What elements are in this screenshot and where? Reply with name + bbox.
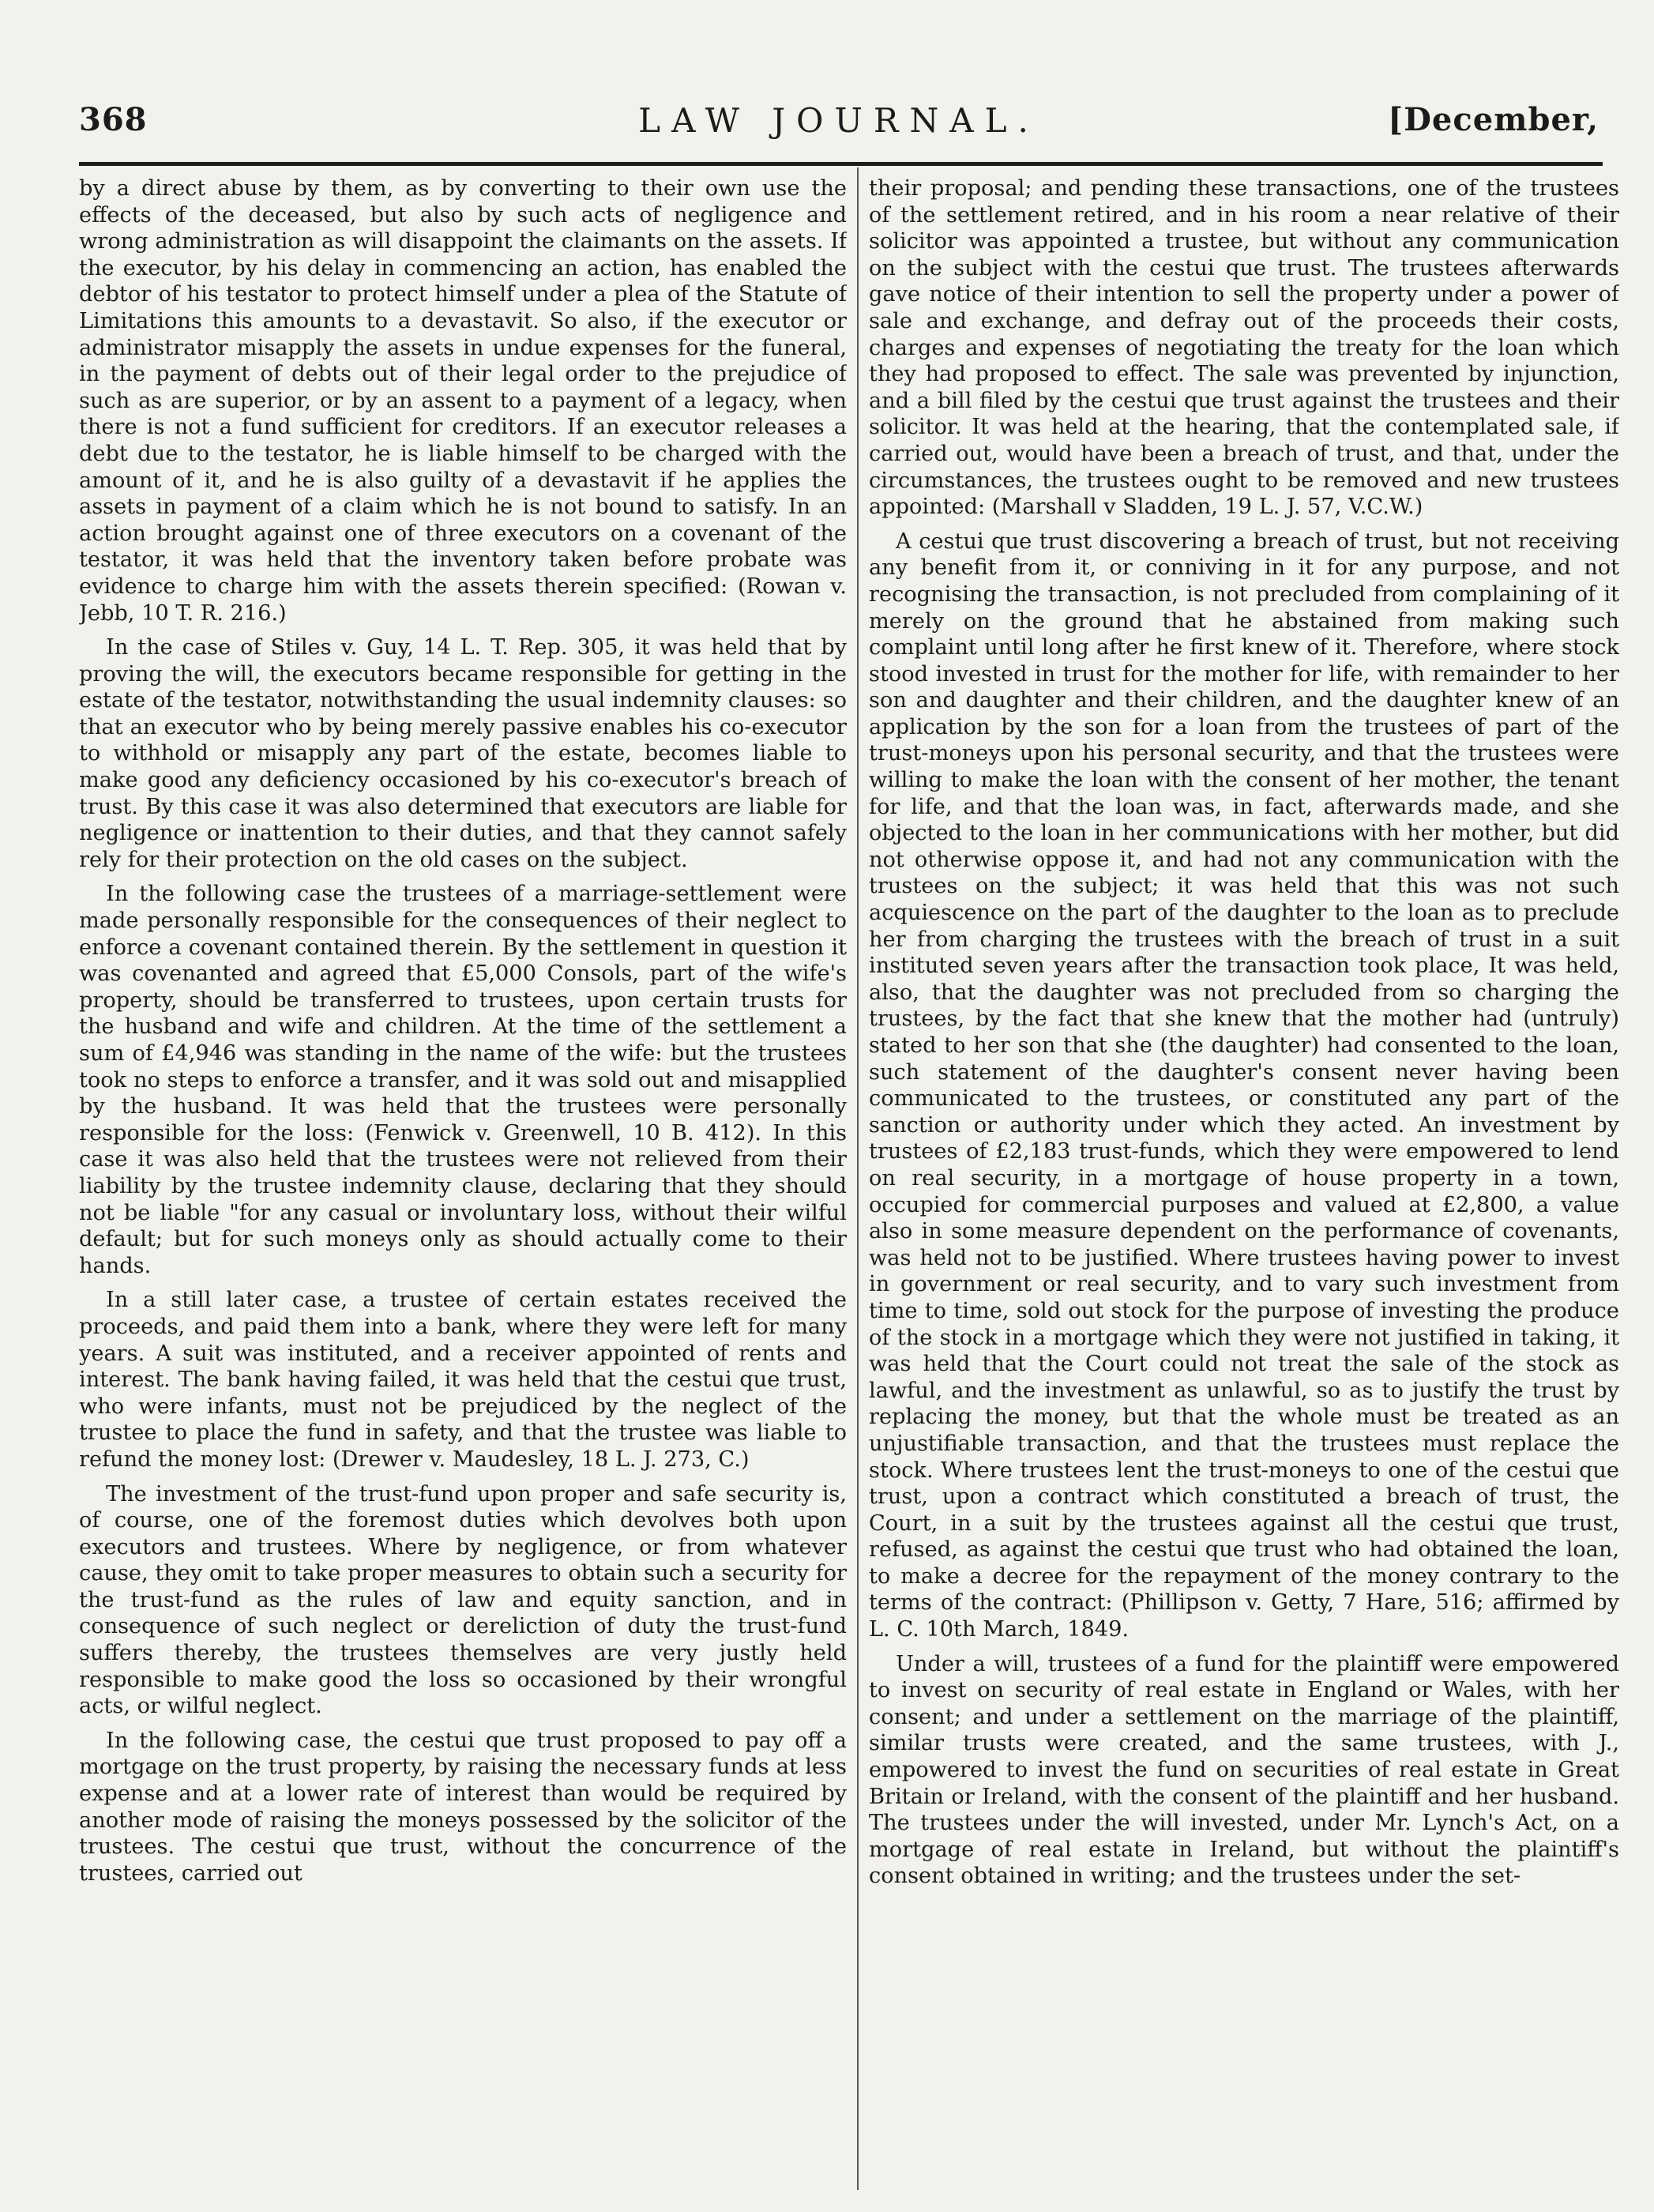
paragraph: The investment of the trust-fund upon proper and safe security is, of course, one of the foremost duties which devolves both upon executors and trustees. Where by negligence, or from whatever cause, they omit to take proper measures to obtain such a security for the trust-fund as the rules of law and equity sanction, and in consequence of such neglect or dereliction of duty the trust-fund suffers thereby, the trustees themselves are very justly held responsible to make good the loss so occasioned by their wrongful acts, or wilful neglect. [79, 1481, 847, 1719]
header-rule [79, 162, 1603, 166]
running-title: LAW JOURNAL. [638, 101, 1039, 140]
paragraph: their proposal; and pending these transactions, one of the trustees of the settlement retired, and in his room a near relative of their solicitor was appointed a trustee, but without any communication on the subject with the cestui que trust. The trustees afterwards gave notice of their intention to sell the property under a power of sale and exchange, and defray out of the proceeds their costs, charges and expenses of negotiating the treaty for the loan which they had proposed to effect. The sale was prevented by injunction, and a bill filed by the cestui que trust against the trustees and their solicitor. It was held at the hearing, that the contemplated sale, if carried out, would have been a breach of trust, and that, under the circumstances, the trustees ought to be removed and new trustees appointed: (Marshall v Sladden, 19 L. J. 57, V.C.W.) [869, 176, 1619, 520]
page-header [79, 101, 1599, 156]
paragraph: A cestui que trust discovering a breach of trust, but not receiving any benefit from it, or conniving in it for any purpose, and not recognising the transaction, is not precluded from complaining of it merely on the ground that he abstained from making such complaint until long after he first knew of it. Therefore, where stock stood invested in trust for the mother for life, with remainder to her son and daughter and their children, and the daughter knew of an application by the son for a loan from the trustees of part of the trust-moneys upon his personal security, and that the trustees were willing to make the loan with the consent of her mother, the tenant for life, and that the loan was, in fact, afterwards made, and she objected to the loan in her communications with her mother, but did not otherwise oppose it, and had not any communication with the trustees on the subject; it was held that this was not such acquiescence on the part of the daughter to the loan as to preclude her from charging the trustees with the breach of trust in a suit instituted seven years after the transaction took place, It was held, also, that the daughter was not precluded from so charging the trustees, by the fact that she knew that the mother had (untruly) stated to her son that she (the daughter) had consented to the loan, such statement of the daughter's consent never having been communicated to the trustees, or constituted any part of the sanction or authority under which they acted. An investment by trustees of £2,183 trust-funds, which they were empowered to lend on real security, in a mortgage of house property in a town, occupied for commercial purposes and valued at £2,800, a value also in some measure dependent on the performance of covenants, was held not to be justified. Where trustees having power to invest in government or real security, and to vary such investment from time to time, sold out stock for the purpose of investing the produce of the stock in a mortgage which they were not justified in taking, it was held that the Court could not treat the sale of the stock as lawful, and the investment as unlawful, so as to justify the trust by replacing the money, but that the whole must be treated as an unjustifiable transaction, and that the trustees must replace the stock. Where trustees lent the trust-moneys to one of the cestui que trust, upon a contract which constituted a breach of trust, the Court, in a suit by the trustees against all the cestui que trust, refused, as against the cestui que trust who had obtained the loan, to make a decree for the repayment of the money contrary to the terms of the contract: (Phillipson v. Getty, 7 Hare, 516; affirmed by L. C. 10th March, 1849. [869, 529, 1619, 1642]
running-month: [December, [1388, 101, 1599, 138]
right-column [869, 175, 1619, 2182]
paragraph: by a direct abuse by them, as by converting to their own use the effects of the deceased, but also by such acts of negligence and wrong administration as will disappoint the claimants on the assets. If the executor, by his delay in commencing an action, has enabled the debtor of his testator to protect himself under a plea of the Statute of Limitations this amounts to a devastavit. So also, if the executor or administrator misapply the assets in undue expenses for the funeral, in the payment of debts out of their legal order to the prejudice of such as are superior, or by an assent to a payment of a legacy, when there is not a fund sufficient for creditors. If an executor releases a debt due to the testator, he is liable himself to be charged with the amount of it, and he is also guilty of a devastavit if he applies the assets in payment of a claim which he is not bound to satisfy. In an action brought against one of three executors on a covenant of the testator, it was held that the inventory taken before probate was evidence to charge him with the assets therein specified: (Rowan v. Jebb, 10 T. R. 216.) [79, 176, 847, 626]
paragraph: In the case of Stiles v. Guy, 14 L. T. Rep. 305, it was held that by proving the will, the executors became responsible for getting in the estate of the testator, notwithstanding the usual indemnity clauses: so that an executor who by being merely passive enables his co-executor to withhold or misapply any part of the estate, becomes liable to make good any deficiency occasioned by his co-executor's breach of trust. By this case it was also determined that executors are liable for negligence or inattention to their duties, and that they cannot safely rely for their protection on the old cases on the subject. [79, 635, 847, 872]
paragraph: Under a will, trustees of a fund for the plaintiff were empowered to invest on security of real estate in England or Wales, with her consent; and under a settlement on the marriage of the plaintiff, similar trusts were created, and the same trustees, with J., empowered to invest the fund on securities of real estate in Great Britain or Ireland, with the consent of the plaintiff and her husband. The trustees under the will invested, under Mr. Lynch's Act, on a mortgage of real estate in Ireland, but without the plaintiff's consent obtained in writing; and the trustees under the set- [869, 1651, 1619, 1889]
page-number: 368 [79, 101, 148, 138]
left-column [79, 175, 847, 2182]
paragraph: In a still later case, a trustee of certain estates received the proceeds, and paid them into a bank, where they were left for many years. A suit was instituted, and a receiver appointed of rents and interest. The bank having failed, it was held that the cestui que trust, who were infants, must not be prejudiced by the neglect of the trustee to place the fund in safety, and that the trustee was liable to refund the money lost: (Drewer v. Maudesley, 18 L. J. 273, C.) [79, 1288, 847, 1472]
paragraph: In the following case, the cestui que trust proposed to pay off a mortgage on the trust property, by raising the necessary funds at less expense and at a lower rate of interest than would be required by another mode of raising the moneys possessed by the solicitor of the trustees. The cestui que trust, without the concurrence of the trustees, carried out [79, 1728, 847, 1886]
paragraph: In the following case the trustees of a marriage-settlement were made personally responsible for the consequences of their neglect to enforce a covenant contained therein. By the settlement in question it was covenanted and agreed that £5,000 Consols, part of the wife's property, should be transferred to trustees, upon certain trusts for the husband and wife and children. At the time of the settlement a sum of £4,946 was standing in the name of the wife: but the trustees took no steps to enforce a transfer, and it was sold out and misapplied by the husband. It was held that the trustees were personally responsible for the loss: (Fenwick v. Greenwell, 10 B. 412). In this case it was also held that the trustees were not relieved from their liability by the trustee indemnity clause, declaring that they should not be liable "for any casual or involuntary loss, without their wilful default; but for such moneys only as should actually come to their hands. [79, 882, 847, 1278]
column-divider [857, 167, 859, 2190]
